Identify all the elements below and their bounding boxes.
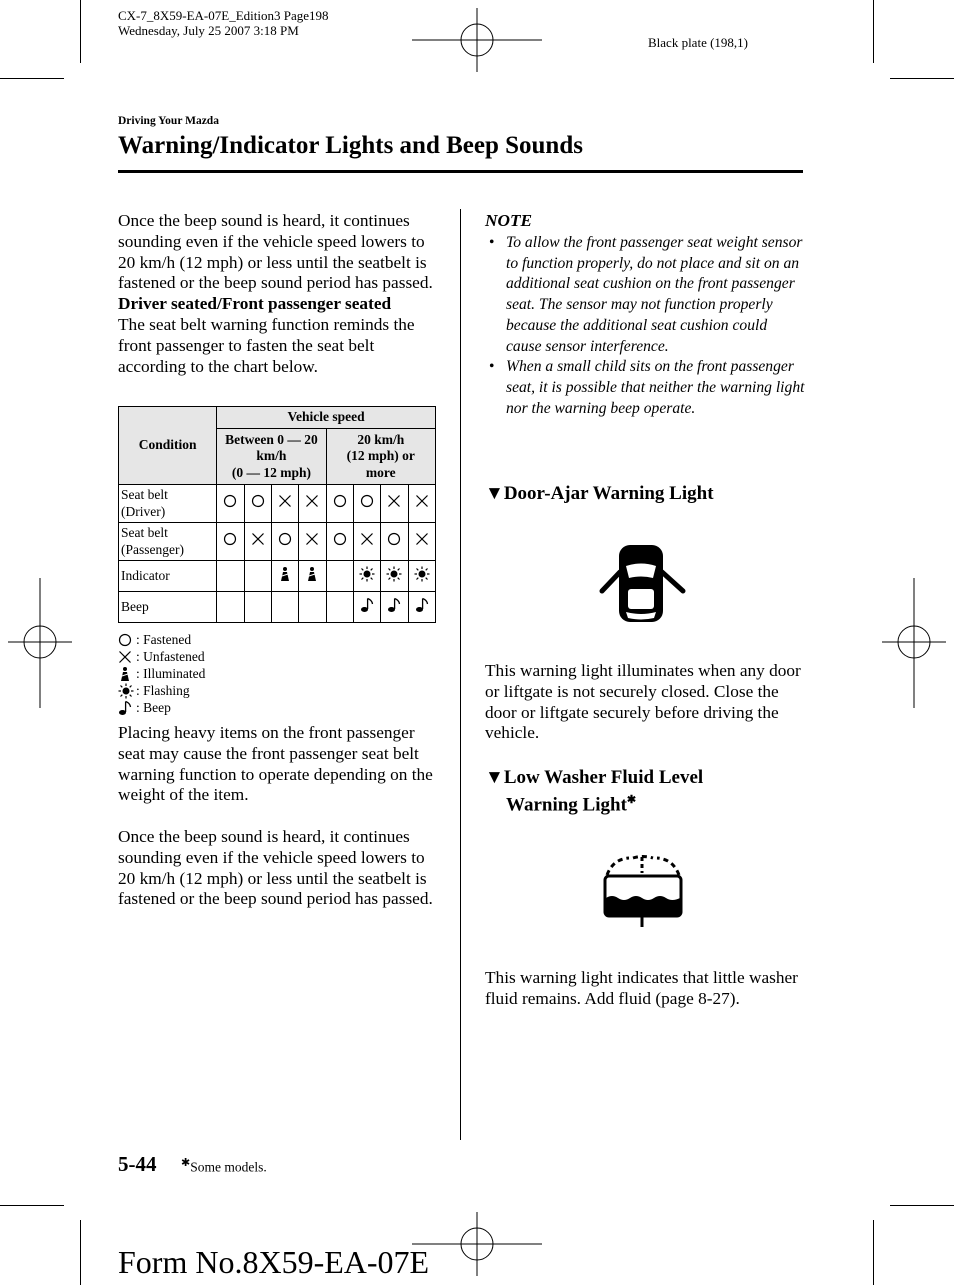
table-cell <box>353 523 380 561</box>
door-ajar-description: This warning light illuminates when any door or liftgate is not securely closed. Close the door or liftgate securely before driving the vehicle. <box>485 661 801 743</box>
fastened-icon <box>223 532 237 546</box>
fastened-icon <box>223 494 237 508</box>
door-ajar-warning-icon <box>598 542 688 626</box>
note-item: • When a small child sits on the front passenger seat, it is possible that neither the warning light nor the warning beep operate. <box>489 358 805 417</box>
unfastened-icon <box>251 532 265 546</box>
unfastened-icon <box>387 494 401 508</box>
table-row-indicator <box>119 561 436 592</box>
table-row-beep <box>119 592 436 623</box>
illuminated-icon <box>278 566 292 582</box>
washer-fluid-heading: ▼Low Washer Fluid Level Warning Light✱ <box>485 767 704 816</box>
unfastened-icon <box>118 650 136 664</box>
seat-belt-warning-table <box>118 406 436 623</box>
washer-fluid-description: This warning light indicates that little washer fluid remains. Add fluid (page 8-27). <box>485 968 798 1008</box>
washer-fluid-warning-icon <box>601 853 685 929</box>
crop-mark <box>873 1220 874 1285</box>
table-cell <box>408 561 435 592</box>
paragraph-beep-continues: Once the beep sound is heard, it continues sounding even if the vehicle speed lowers to 20 km/h (12 mph) or less until the seatbelt is fastened or the beep sound period has passed. <box>118 211 433 293</box>
form-number: Form No.8X59-EA-07E <box>118 1244 430 1280</box>
crop-mark <box>0 1205 64 1206</box>
print-header-line1: CX-7_8X59-EA-07E_Edition3 Page198 <box>118 8 329 23</box>
fastened-icon <box>278 532 292 546</box>
crop-mark <box>80 1220 81 1285</box>
table-cell <box>299 485 326 523</box>
unfastened-icon <box>415 494 429 508</box>
table-cell <box>217 523 244 561</box>
triangle-marker-icon: ▼ <box>485 483 504 504</box>
table-cell <box>381 561 408 592</box>
asterisk-icon: ✱ <box>181 1157 191 1169</box>
unfastened-icon <box>278 494 292 508</box>
table-cell <box>353 485 380 523</box>
table-cell <box>271 485 298 523</box>
note-title: NOTE <box>485 211 533 230</box>
asterisk-icon: ✱ <box>626 794 637 806</box>
table-cell <box>408 485 435 523</box>
crop-mark <box>890 1205 954 1206</box>
print-header <box>118 8 329 38</box>
plate-label: Black plate (198,1) <box>648 35 748 50</box>
fastened-icon <box>251 494 265 508</box>
beep-icon <box>118 700 136 716</box>
beep-icon <box>387 597 401 613</box>
column-divider <box>460 209 461 1140</box>
left-column-bottom <box>118 723 443 910</box>
table-cell <box>326 485 353 523</box>
table-cell <box>408 523 435 561</box>
page-number: 5-44 <box>118 1152 157 1176</box>
page-title: Warning/Indicator Lights and Beep Sounds <box>118 132 583 159</box>
fastened-icon <box>333 494 347 508</box>
table-cell <box>353 592 380 623</box>
footnote: ✱Some models. <box>181 1157 267 1175</box>
triangle-marker-icon: ▼ <box>485 767 504 788</box>
fastened-icon <box>360 494 374 508</box>
table-cell <box>217 592 244 623</box>
flashing-icon <box>118 683 136 699</box>
flashing-icon <box>359 566 375 582</box>
flashing-icon <box>414 566 430 582</box>
note-item: • To allow the front passenger seat weight sensor to function properly, do not place and sit on an additional seat cushion on the front passenger seat. The sensor may not function properly because the additional seat cushion could cause sensor interference. <box>489 234 803 355</box>
table-cell <box>326 592 353 623</box>
vehicle-speed-header: Vehicle speed <box>217 407 436 429</box>
table-cell <box>271 561 298 592</box>
left-column-top <box>118 211 443 377</box>
high-speed-header: 20 km/h (12 mph) or more <box>326 429 435 485</box>
door-ajar-heading: ▼Door-Ajar Warning Light <box>485 483 714 504</box>
row-label: Seat belt (Passenger) <box>119 523 217 561</box>
table-cell <box>408 592 435 623</box>
table-cell <box>299 561 326 592</box>
table-row-driver <box>119 485 436 523</box>
fastened-icon <box>387 532 401 546</box>
table-cell <box>217 485 244 523</box>
beep-icon <box>415 597 429 613</box>
table-cell <box>299 592 326 623</box>
unfastened-icon <box>305 494 319 508</box>
table-cell <box>381 485 408 523</box>
registration-mark-right <box>882 578 946 708</box>
table-row-passenger <box>119 523 436 561</box>
fastened-icon <box>333 532 347 546</box>
illuminated-icon <box>118 666 136 682</box>
note-list <box>485 233 805 419</box>
table-cell <box>217 561 244 592</box>
unfastened-icon <box>305 532 319 546</box>
table-cell <box>353 561 380 592</box>
table-cell <box>244 592 271 623</box>
paragraph-beep-continues-2: Once the beep sound is heard, it continues sounding even if the vehicle speed lowers to 20 km/h (12 mph) or less until the seatbelt is fastened or the beep sound period has passed. <box>118 826 433 909</box>
beep-icon <box>360 597 374 613</box>
crop-mark <box>80 0 81 63</box>
registration-mark-bottom <box>412 1212 542 1276</box>
table-cell <box>381 523 408 561</box>
registration-mark-left <box>8 578 72 708</box>
paragraph-heavy-items: Placing heavy items on the front passenger seat may cause the front passenger seat belt warning function to operate depending on the weight of the item. <box>118 723 433 805</box>
table-cell <box>299 523 326 561</box>
print-header-line2: Wednesday, July 25 2007 3:18 PM <box>118 23 299 38</box>
row-label: Seat belt (Driver) <box>119 485 217 523</box>
table-cell <box>271 592 298 623</box>
title-rule <box>118 170 803 173</box>
unfastened-icon <box>415 532 429 546</box>
crop-mark <box>890 78 954 79</box>
running-head: Driving Your Mazda <box>118 115 219 127</box>
fastened-icon <box>118 633 136 647</box>
registration-mark-top <box>412 8 542 72</box>
crop-mark <box>0 78 64 79</box>
table-cell <box>271 523 298 561</box>
table-cell <box>244 485 271 523</box>
subheading-driver-seated: Driver seated/Front passenger seated <box>118 294 392 314</box>
table-cell <box>326 561 353 592</box>
table-cell <box>381 592 408 623</box>
illuminated-icon <box>305 566 319 582</box>
condition-header: Condition <box>119 407 217 485</box>
table-cell <box>244 561 271 592</box>
table-cell <box>326 523 353 561</box>
row-label: Indicator <box>119 561 217 592</box>
unfastened-icon <box>360 532 374 546</box>
crop-mark <box>873 0 874 63</box>
symbol-legend: : Fastened : Unfastened : Illuminated : Flashing : Beep <box>118 631 205 716</box>
row-label: Beep <box>119 592 217 623</box>
low-speed-header: Between 0 — 20 km/h (0 — 12 mph) <box>217 429 326 485</box>
paragraph-reminder: The seat belt warning function reminds the front passenger to fasten the seat belt according to the chart below. <box>118 314 415 376</box>
flashing-icon <box>386 566 402 582</box>
table-cell <box>244 523 271 561</box>
